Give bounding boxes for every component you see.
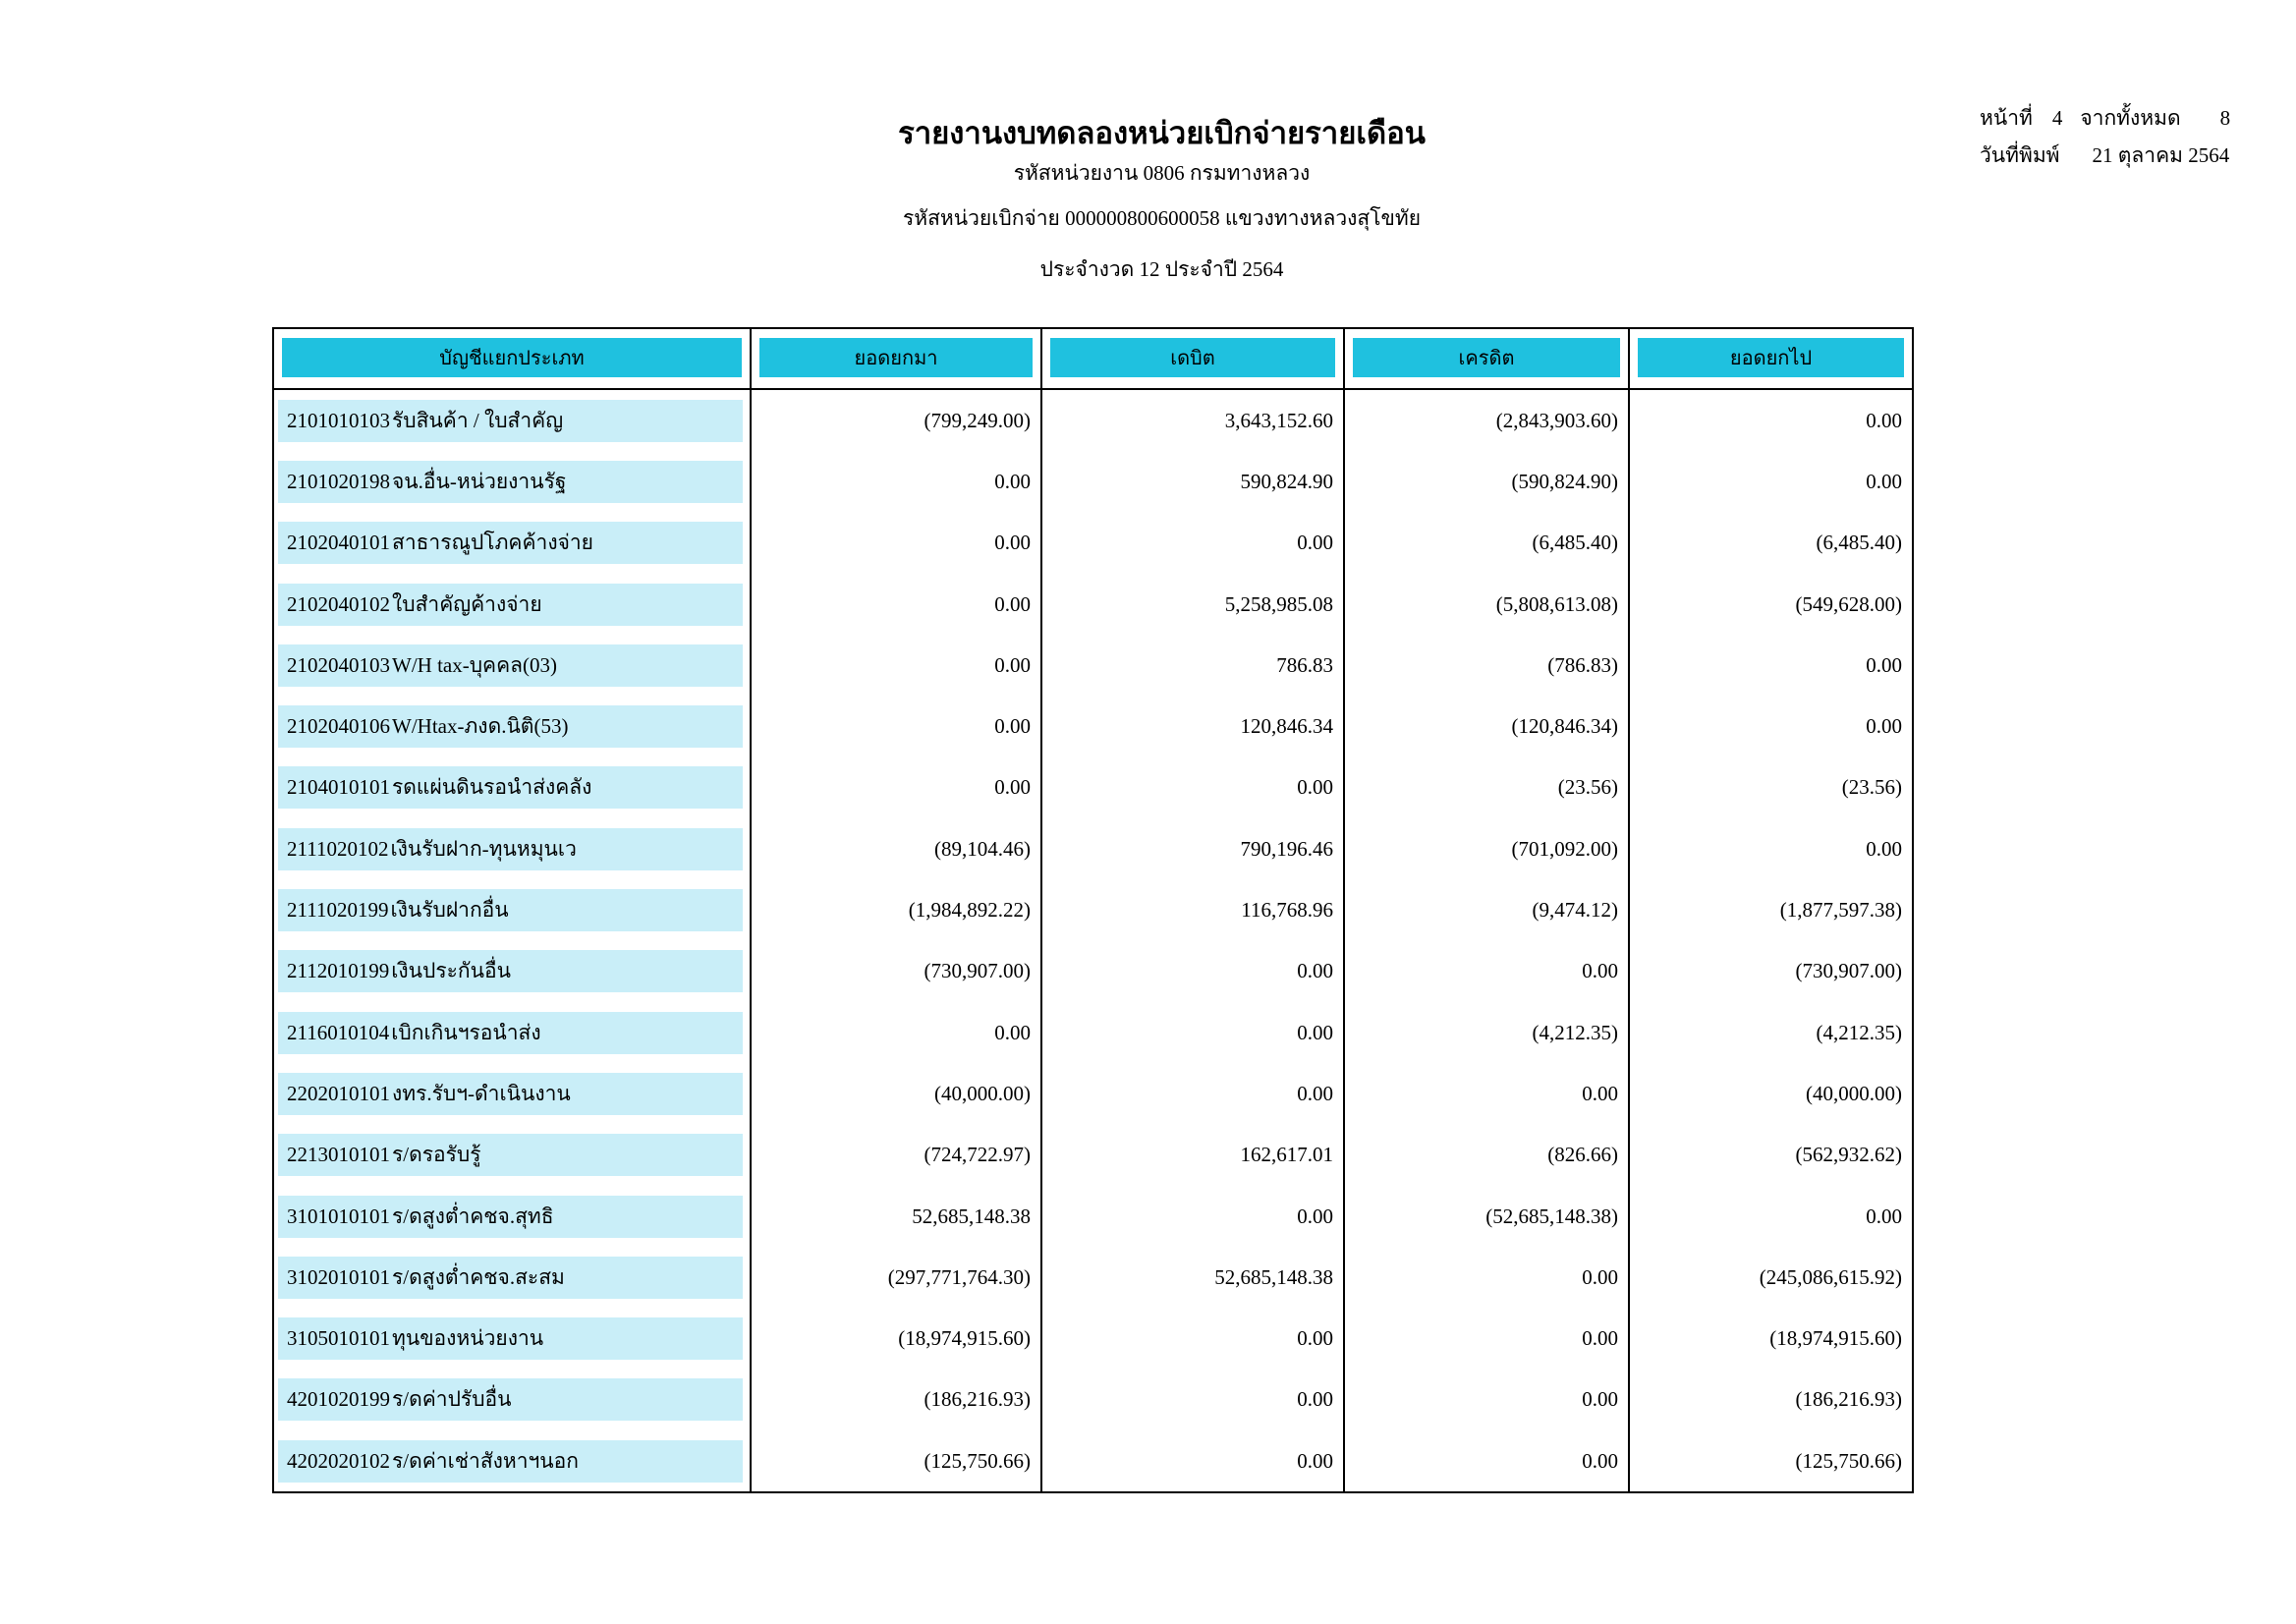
- account-code: 2112010199: [287, 959, 390, 983]
- debit-value: 120,846.34: [1042, 696, 1345, 756]
- table-row: [274, 1125, 1912, 1186]
- total-pages-label: จากทั้งหมด: [2080, 106, 2181, 130]
- account-cell: [274, 1063, 752, 1124]
- balance-carried-forward-value: (1,877,597.38): [1779, 898, 1902, 923]
- account-name: W/Htax-ภงด.นิติ(53): [392, 714, 569, 739]
- balance-brought-forward-value: (125,750.66): [752, 1430, 1042, 1491]
- column-header-debit: เดบิต: [1050, 338, 1335, 377]
- account-highlight-bar: [278, 766, 743, 809]
- balance-brought-forward-value: 52,685,148.38: [752, 1186, 1042, 1247]
- balance-carried-forward-value: (730,907.00): [1795, 959, 1902, 983]
- account-cell: [274, 574, 752, 635]
- credit-value: (826.66): [1345, 1125, 1630, 1186]
- debit-value: 3,643,152.60: [1042, 390, 1345, 451]
- account-highlight-bar: [278, 400, 743, 442]
- header-cell-account: [274, 329, 752, 388]
- account-name: ทุนของหน่วยงาน: [392, 1326, 544, 1351]
- balance-brought-forward-value: 0.00: [752, 1002, 1042, 1063]
- credit-value: (701,092.00): [1345, 818, 1630, 879]
- page-info: [1980, 102, 2230, 177]
- balance-carried-forward-value: 0.00: [1866, 469, 1902, 493]
- debit-value: 0.00: [1042, 941, 1345, 1002]
- debit-value: 0.00: [1042, 1308, 1345, 1369]
- account-code: 2102040101: [287, 531, 390, 555]
- account-highlight-bar: [278, 1317, 743, 1360]
- balance-brought-forward-value: (89,104.46): [752, 818, 1042, 879]
- report-title: รายงานงบทดลองหน่วยเบิกจ่ายรายเดือน: [898, 116, 1426, 150]
- balance-carried-forward-value: (562,932.62): [1795, 1143, 1902, 1167]
- account-cell: [274, 513, 752, 574]
- account-code: 2102040102: [287, 591, 390, 616]
- trial-balance-table: [272, 327, 1914, 1493]
- credit-value: 0.00: [1345, 1430, 1630, 1491]
- account-code: 4201020199: [287, 1387, 390, 1412]
- table-row: [274, 574, 1912, 635]
- account-code: 2102040106: [287, 714, 390, 739]
- account-cell: [274, 1186, 752, 1247]
- account-cell: [274, 635, 752, 696]
- balance-carried-forward-value: (186,216.93): [1795, 1387, 1902, 1412]
- account-highlight-bar: [278, 1012, 743, 1054]
- account-highlight-bar: [278, 1440, 743, 1483]
- account-name: เบิกเกินฯรอนำส่ง: [391, 1020, 541, 1044]
- account-code: 2202010101: [287, 1081, 390, 1105]
- page-label: หน้าที่: [1980, 106, 2033, 130]
- balance-brought-forward-value: (186,216.93): [752, 1370, 1042, 1430]
- account-name: รดแผ่นดินรอนำส่งคลัง: [392, 775, 592, 800]
- account-highlight-bar: [278, 461, 743, 503]
- account-highlight-bar: [278, 644, 743, 687]
- account-cell: [274, 879, 752, 940]
- credit-value: (590,824.90): [1345, 451, 1630, 512]
- table-row: [274, 1186, 1912, 1247]
- print-date-label: วันที่พิมพ์: [1980, 143, 2060, 167]
- balance-brought-forward-value: 0.00: [752, 757, 1042, 818]
- account-name: งทร.รับฯ-ดำเนินงาน: [392, 1081, 571, 1105]
- column-header-account: บัญชีแยกประเภท: [282, 338, 742, 377]
- debit-value: 0.00: [1042, 1002, 1345, 1063]
- account-cell: [274, 696, 752, 756]
- balance-brought-forward-value: (799,249.00): [752, 390, 1042, 451]
- credit-value: (2,843,903.60): [1345, 390, 1630, 451]
- balance-brought-forward-value: (730,907.00): [752, 941, 1042, 1002]
- balance-carried-forward-value: 0.00: [1866, 714, 1902, 739]
- balance-carried-forward-value: (125,750.66): [1795, 1448, 1902, 1473]
- table-row: [274, 696, 1912, 756]
- balance-carried-forward-value: (23.56): [1841, 775, 1902, 800]
- debit-value: 0.00: [1042, 1186, 1345, 1247]
- table-row: [274, 1430, 1912, 1491]
- debit-value: 0.00: [1042, 1063, 1345, 1124]
- debit-value: 0.00: [1042, 757, 1345, 818]
- column-header-balance-carried-forward: ยอดยกไป: [1638, 338, 1904, 377]
- balance-brought-forward-value: (1,984,892.22): [752, 879, 1042, 940]
- table-row: [274, 451, 1912, 512]
- account-code: 2111020199: [287, 898, 389, 923]
- account-highlight-bar: [278, 705, 743, 748]
- balance-brought-forward-value: 0.00: [752, 574, 1042, 635]
- account-name: ร/ดสูงต่ำคชจ.สุทธิ: [392, 1204, 554, 1228]
- debit-value: 52,685,148.38: [1042, 1247, 1345, 1308]
- account-cell: [274, 1247, 752, 1308]
- balance-carried-forward-value: (4,212.35): [1816, 1020, 1902, 1044]
- balance-carried-forward-value: 0.00: [1866, 1204, 1902, 1228]
- account-highlight-bar: [278, 1378, 743, 1421]
- header-cell-balance-carried-forward: [1630, 329, 1912, 388]
- agency-code-line: รหัสหน่วยงาน 0806 กรมทางหลวง: [1013, 161, 1311, 185]
- credit-value: (52,685,148.38): [1345, 1186, 1630, 1247]
- balance-brought-forward-value: (40,000.00): [752, 1063, 1042, 1124]
- account-highlight-bar: [278, 950, 743, 992]
- account-cell: [274, 1430, 752, 1491]
- account-name: ร/ดค่าเช่าสังหาฯนอก: [392, 1448, 579, 1473]
- table-row: [274, 818, 1912, 879]
- account-cell: [274, 1308, 752, 1369]
- credit-value: 0.00: [1345, 1370, 1630, 1430]
- page-number: 4: [2051, 106, 2063, 130]
- balance-brought-forward-value: (18,974,915.60): [752, 1308, 1042, 1369]
- table-body: [274, 390, 1912, 1491]
- table-row: [274, 513, 1912, 574]
- account-highlight-bar: [278, 584, 743, 626]
- header-cell-balance-brought-forward: [752, 329, 1042, 388]
- credit-value: (6,485.40): [1345, 513, 1630, 574]
- credit-value: (23.56): [1345, 757, 1630, 818]
- account-highlight-bar: [278, 1134, 743, 1176]
- credit-value: 0.00: [1345, 1063, 1630, 1124]
- debit-value: 116,768.96: [1042, 879, 1345, 940]
- table-row: [274, 1063, 1912, 1124]
- account-highlight-bar: [278, 889, 743, 931]
- header-cell-debit: [1042, 329, 1345, 388]
- account-cell: [274, 818, 752, 879]
- account-name: ร/ดรอรับรู้: [392, 1143, 481, 1167]
- account-code: 2104010101: [287, 775, 390, 800]
- table-header-row: [274, 329, 1912, 390]
- balance-carried-forward-value: (40,000.00): [1806, 1081, 1902, 1105]
- print-date-row: [1980, 140, 2230, 177]
- period-line: ประจำงวด 12 ประจำปี 2564: [1039, 257, 1284, 281]
- debit-value: 786.83: [1042, 635, 1345, 696]
- account-name: ร/ดสูงต่ำคชจ.สะสม: [392, 1264, 565, 1289]
- credit-value: (5,808,613.08): [1345, 574, 1630, 635]
- account-highlight-bar: [278, 1196, 743, 1238]
- account-code: 3105010101: [287, 1326, 390, 1351]
- debit-value: 162,617.01: [1042, 1125, 1345, 1186]
- account-cell: [274, 757, 752, 818]
- balance-carried-forward-value: (245,086,615.92): [1759, 1264, 1902, 1289]
- account-name: W/H tax-บุคคล(03): [392, 652, 557, 677]
- account-code: 2102040103: [287, 652, 390, 677]
- account-code: 2116010104: [287, 1020, 390, 1044]
- table-row: [274, 635, 1912, 696]
- balance-brought-forward-value: (297,771,764.30): [752, 1247, 1042, 1308]
- account-cell: [274, 451, 752, 512]
- table-row: [274, 1247, 1912, 1308]
- account-highlight-bar: [278, 828, 743, 870]
- table-row: [274, 390, 1912, 451]
- column-header-balance-brought-forward: ยอดยกมา: [759, 338, 1033, 377]
- debit-value: 0.00: [1042, 1430, 1345, 1491]
- table-row: [274, 879, 1912, 940]
- credit-value: 0.00: [1345, 941, 1630, 1002]
- account-code: 4202020102: [287, 1448, 390, 1473]
- account-code: 2101010103: [287, 408, 390, 432]
- account-code: 2101020198: [287, 469, 390, 493]
- account-highlight-bar: [278, 1073, 743, 1115]
- debit-value: 790,196.46: [1042, 818, 1345, 879]
- account-cell: [274, 1002, 752, 1063]
- account-name: เงินประกันอื่น: [391, 959, 511, 983]
- account-name: เงินรับฝาก-ทุนหมุนเว: [390, 836, 577, 861]
- credit-value: 0.00: [1345, 1247, 1630, 1308]
- account-name: สาธารณูปโภคค้างจ่าย: [392, 531, 593, 555]
- debit-value: 590,824.90: [1042, 451, 1345, 512]
- credit-value: (120,846.34): [1345, 696, 1630, 756]
- table-row: [274, 1002, 1912, 1063]
- balance-brought-forward-value: 0.00: [752, 513, 1042, 574]
- balance-brought-forward-value: 0.00: [752, 696, 1042, 756]
- account-highlight-bar: [278, 522, 743, 564]
- account-code: 3102010101: [287, 1264, 390, 1289]
- account-code: 2111020102: [287, 836, 389, 861]
- table-row: [274, 1370, 1912, 1430]
- header-cell-credit: [1345, 329, 1630, 388]
- account-name: ร/ดค่าปรับอื่น: [392, 1387, 512, 1412]
- account-cell: [274, 941, 752, 1002]
- disbursement-unit-line: รหัสหน่วยเบิกจ่าย 000000800600058 แขวงทางหลวงสุโขทัย: [902, 206, 1422, 230]
- account-cell: [274, 1125, 752, 1186]
- table-row: [274, 757, 1912, 818]
- balance-carried-forward-value: (549,628.00): [1795, 591, 1902, 616]
- credit-value: (786.83): [1345, 635, 1630, 696]
- balance-carried-forward-value: 0.00: [1866, 652, 1902, 677]
- account-name: รับสินค้า / ใบสำคัญ: [392, 408, 564, 432]
- account-name: จน.อื่น-หน่วยงานรัฐ: [392, 469, 567, 493]
- balance-brought-forward-value: 0.00: [752, 635, 1042, 696]
- balance-carried-forward-value: 0.00: [1866, 408, 1902, 432]
- debit-value: 0.00: [1042, 1370, 1345, 1430]
- column-header-credit: เครดิต: [1353, 338, 1620, 377]
- account-name: ใบสำคัญค้างจ่าย: [392, 591, 542, 616]
- balance-carried-forward-value: 0.00: [1866, 836, 1902, 861]
- debit-value: 5,258,985.08: [1042, 574, 1345, 635]
- account-code: 3101010101: [287, 1204, 390, 1228]
- page-number-row: [1980, 102, 2230, 140]
- account-cell: [274, 1370, 752, 1430]
- credit-value: (9,474.12): [1345, 879, 1630, 940]
- balance-brought-forward-value: 0.00: [752, 451, 1042, 512]
- total-pages: 8: [2219, 106, 2231, 130]
- balance-carried-forward-value: (6,485.40): [1816, 531, 1902, 555]
- balance-carried-forward-value: (18,974,915.60): [1769, 1326, 1902, 1351]
- credit-value: 0.00: [1345, 1308, 1630, 1369]
- account-code: 2213010101: [287, 1143, 390, 1167]
- account-name: เงินรับฝากอื่น: [390, 898, 509, 923]
- balance-brought-forward-value: (724,722.97): [752, 1125, 1042, 1186]
- table-row: [274, 1308, 1912, 1369]
- credit-value: (4,212.35): [1345, 1002, 1630, 1063]
- table-row: [274, 941, 1912, 1002]
- print-date: 21 ตุลาคม 2564: [2092, 143, 2230, 167]
- account-highlight-bar: [278, 1257, 743, 1299]
- debit-value: 0.00: [1042, 513, 1345, 574]
- account-cell: [274, 390, 752, 451]
